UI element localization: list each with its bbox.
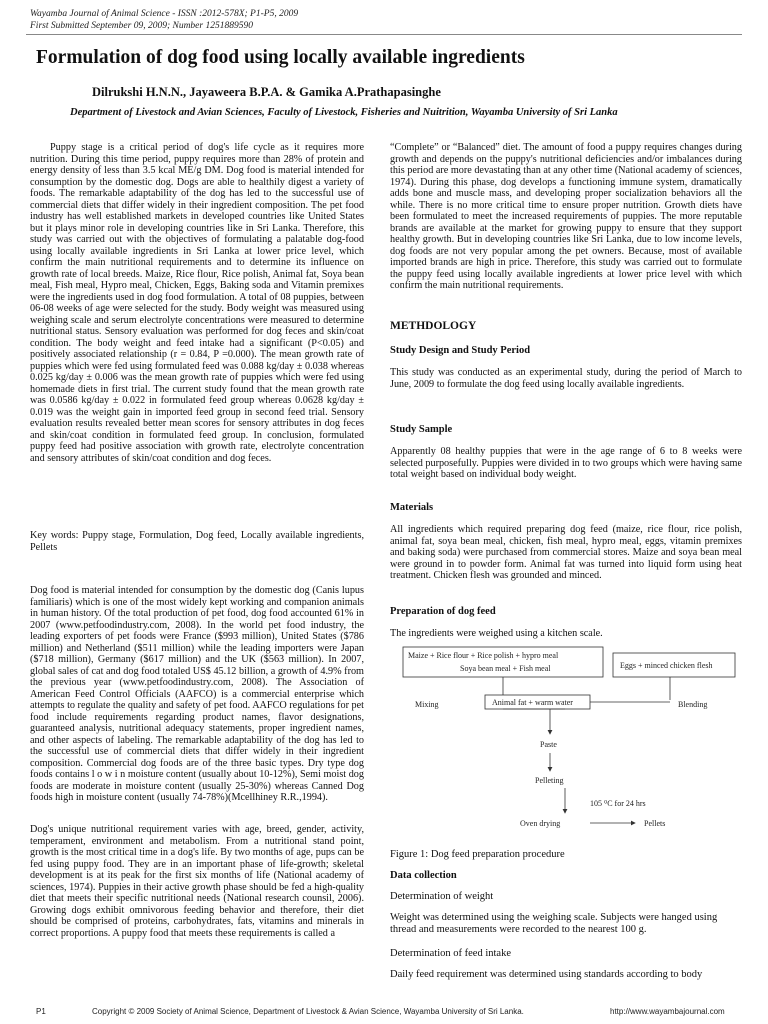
page-number: P1 (36, 1007, 46, 1016)
pelleting-label: Pelleting (535, 776, 564, 785)
feed-intake-text: Daily feed requirement was determined using standards according to body (390, 969, 703, 980)
paste-label: Paste (540, 740, 557, 749)
box1-line1: Maize + Rice flour + Rice polish + hypro meal (408, 651, 559, 660)
copyright-notice: Copyright © 2009 Society of Animal Science, Department of Livestock & Avian Science, Wayamba University of Sri Lanka. (92, 1007, 524, 1016)
journal-header (30, 8, 740, 32)
intro-p3-text: “Complete” or “Balanced” diet. The amount of food a puppy requires changes during growth and depends on the puppy's nutritional deficiencies and/or imbalances during this period are more devastating than at any other time (National academy of sciences, 1974). During this phase, dog develops a functioning immune system, dramatically adds bone and muscle mass, and developing proper socialization behaviors all the while. There is no more critical time to ensure proper nutrition. Growth diets have been formulated to meet the increased requirements of puppies. The more reputable brands are available at the market for growing puppy to ensure that they support healthy growth. But in developing countries like Sri Lanka, due to low income levels, dog foods are not very popular among the pet owners. Because, most of available imported brands are high in price. Therefore, this study was carried out to formulate the puppy feed using locally available ingredients at lower price level with which confirm the main nutritional requirements. (390, 142, 742, 291)
pellets-label: Pellets (644, 819, 666, 828)
abstract (30, 142, 364, 464)
study-sample-heading: Study Sample (390, 424, 453, 435)
paper-title: Formulation of dog food using locally available ingredients (36, 47, 525, 68)
keywords-text: Key words: Puppy stage, Formulation, Dog feed, Locally available ingredients, Pellets (30, 530, 364, 553)
weight-text: Weight was determined using the weighing scale. Subjects were hanged using thread and measurements were recorded to the nearest 100 g. (390, 912, 718, 935)
header-divider (26, 34, 742, 35)
materials-heading: Materials (390, 502, 434, 513)
keywords (30, 530, 364, 553)
data-collection-heading: Data collection (390, 870, 457, 881)
study-design-heading: Study Design and Study Period (390, 345, 531, 356)
study-design-text: This study was conducted as an experimental study, during the period of March to June, 2009 to formulate the dog feed using locally available ingredients. (390, 367, 742, 390)
animal-fat-label: Animal fat + warm water (492, 698, 573, 707)
intro-paragraph-3 (390, 142, 742, 292)
intro-p1-text: Dog food is material intended for consumption by the domestic dog (Canis lupus familiaris) which is one of the most widely kept working and companion animals in human history. Of the total production of pet food, dog food accounted 61% in 2007 (www.petfoodindustry.com, 2008). In the world pet food industry, the leading exporters of pet foods were France ($993 million), United States ($786 million) and Netherland ($511 million) while the leading importers were Japan ($718 million), Germany ($617 million) and the UK ($563 million). In 2007, global sales of cat and dog food totaled US$ 45.12 billion, a growth of 4.9% from the previous year (www.petfoodindustry.com, 2008). The Association of American Feed Control Officials (AAFCO) is a commercial enterprise which attempts to regulate the quality and safety of pet food. AAFCO regulations for pet food include requirements regarding product names, flavor designations, guaranteed analysis, nutritional adequacy statements, proper ingredient names, and other aspects of labeling. The remarkable adaptability of the dog has led to the successful use of commercial diets that differ widely in their ingredient composition. Commercial dog foods are of the three basic types. Dry type dog foods contains l o w i n moisture content (usually about 10-12%), Semi moist dog foods are moderate in moisture content (usually 25-30%) whereas Canned Dog foods high in moisture content (usually 74-78%)(Mcellhiney R.R.,1994). (30, 585, 364, 803)
abstract-text: Puppy stage is a critical period of dog's life cycle as it requires more nutrition. During this time period, puppy requires more than 28% of protein and energy density of less than 3.5 kcal ME/g DM. Dog food is material intended for consumption by the domestic dog. Dogs are able to healthily digest a variety of foods. The remarkable adaptability of the dog has led to the successful use of commercial diets that differ widely in their ingredient composition. The pet food industry has well established markets in developed countries like United States but it plays minor role in developing countries like in Sri Lanka. Therefore, this study was carried out with the objectives of formulating a palatable dog-food using locally available ingredients in Sri Lanka at lower price level, which confirm the main nutritional requirements and to determine its influence on growth rate of local breeds. Maize, Rice flour, Rice polish, Animal fat, Soya bean meal, Fish meal, Hypro meal, Chicken, Eggs, Baking soda and Vitamin premixes were the ingredients used in dog food formulation. A total of 08 puppies, between 06-08 weeks of age were selected for the study. Body weight was measured using weighing scale and serum electrolyte concentrations were measured to determine nutritional status. Sensory evaluation was performed for dog feces and skin/coat condition. The body weight and feed intake had a significant (P<0.05) and positively associated relationship (r = 0.84, P =0.000). The mean growth rate of puppies which were fed using formulated feed was 0.088 kg/day ± 0.038 whereas 0.025 kg/day ± 0.006 was the mean growth rate of puppies which were fed using homemade diets in first trial. The current study found that the mean growth rate was 0.0586 kg/day ± 0.022 in formulated feed group whereas 0.0628 kg/day ± 0.019 was the weight gain in imported feed group in second feed trial. Sensory evaluation results revealed better mean scores for sensory attributes in dog feces and skin/coat condition in formulated feed group. In conclusion, formulated puppy feed had positive association with growth rate, electrolyte concentration and sensory attributes of skin/coat condition and dog feces. (30, 142, 364, 464)
intro-paragraph-1 (30, 585, 364, 804)
intro-paragraph-2 (30, 824, 364, 939)
preparation-text: The ingredients were weighed using a kitchen scale. (390, 628, 603, 639)
oven-drying-label: Oven drying (520, 819, 561, 828)
weight-heading: Determination of weight (390, 891, 494, 902)
study-sample-text: Apparently 08 healthy puppies that were in the age range of 6 to 8 weeks were selected purposefully. Puppies were divided in to two groups which were having same total weight based on individual body weight. (390, 446, 742, 480)
figure-caption: Figure 1: Dog feed preparation procedure (390, 849, 565, 860)
materials-text: All ingredients which required preparing dog feed (maize, rice flour, rice polish, animal fat, soya bean meal, chicken, fish meal, hypro meal, eggs, vitamin premixes and baking soda) were purchased from commercial stores. Maize and soya bean meal were ground in to powder form. Animal fat was turned into liquid form using heat treatment. Chicken flesh was grounded and minced. (390, 524, 742, 581)
methodology-heading: METHDOLOGY (390, 320, 477, 332)
intro-p2-text: Dog's unique nutritional requirement varies with age, breed, gender, activity, temperament, environment and metabolism. From a nutritional stand point, growth is the most critical time in a dog's life. By two months of age, pups can be fed using puppy food. They are in an important phase of life-growth; skeletal development is at its peak for the first six months of life (National academy of sciences, 1974). Puppies in their active growth phase should be fed a high-quality diet that meets their specific nutritional needs (National research counsil, 2006). Growing dogs exhibit omnivorous feeding behavior and therefore, their diet should be comprised of proteins, carbohydrates, fats, vitamins and minerals in correct proportions. A puppy food that meets these requirements is called a (30, 824, 364, 939)
feed-intake-heading: Determination of feed intake (390, 948, 511, 959)
box2-label: Eggs + minced chicken flesh (620, 661, 713, 670)
journal-line: Wayamba Journal of Animal Science - ISSN :2012-578X; P1-P5, 2009 (30, 9, 299, 19)
paper-affiliation: Department of Livestock and Avian Sciences, Faculty of Livestock, Fisheries and Nuitrition, Wayamba University of Sri Lanka (70, 107, 618, 118)
paper-authors: Dilrukshi H.N.N., Jayaweera B.P.A. & Gamika A.Prathapasinghe (92, 85, 441, 99)
blending-label: Blending (678, 700, 708, 709)
submitted-line: First Submitted September 09, 2009; Number 1251889590 (30, 21, 253, 31)
box1-line2: Soya bean meal + Fish meal (460, 664, 551, 673)
preparation-flow-diagram (400, 645, 740, 840)
temperature-label: 105 ⁰C for 24 hrs (590, 799, 646, 808)
preparation-heading: Preparation of dog feed (390, 606, 496, 617)
mixing-label: Mixing (415, 700, 439, 709)
journal-url-link[interactable]: http://www.wayambajournal.com (610, 1007, 725, 1016)
